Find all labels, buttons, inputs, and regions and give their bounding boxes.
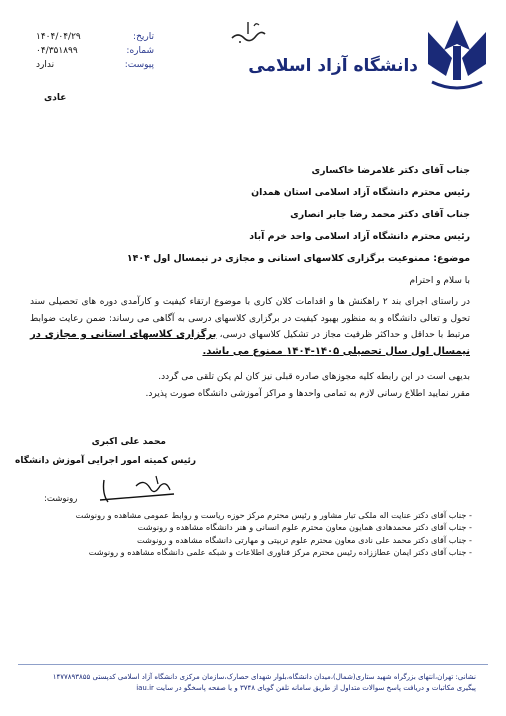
- number-row: [36, 44, 154, 58]
- recipient-line: رئیس محترم دانشگاه آزاد اسلامی استان همدان: [251, 187, 470, 198]
- handwritten-signature-icon: [96, 472, 186, 508]
- university-logo-icon: [422, 14, 492, 100]
- classification: عادی: [44, 93, 67, 103]
- letter-meta: [36, 30, 154, 72]
- body-paragraph: [30, 294, 470, 360]
- attachment-value: ندارد: [36, 60, 55, 70]
- cc-item: - جناب آقای دکتر ایمان عطاززاده رئیس محترم مرکز فناوری اطلاعات و شبکه علمی دانشگاه مشاهده و رونوشت: [88, 547, 472, 558]
- body-note: بدیهی است در این رابطه کلیه مجوزهای صادره قبلی نیز کان لم یکن تلقی می گردد.: [158, 372, 470, 382]
- footer-address: نشانی: تهران،انتهای بزرگراه شهید ستاری(شمال)،میدان دانشگاه،بلوار شهدای حصارک،سازمان مرکزی دانشگاه آزاد اسلامی کدپستی ۱۴۷۷۸۹۳۸۵۵: [52, 673, 476, 681]
- body-paragraph-text: در راستای اجرای بند ۲ راهکنش ها و اقدامات کلان کاری با موضوع ارتقاء کیفیت و کارآمدی دوره های تحصیلی سند تحول و تعالی دانشگاه و به منظور بهبود کیفیت در برگزاری کلاسهای درسی به آگاهی می رساند: ضمن رعایت ضوابط مرتبط با حداقل و حداکثر ظرفیت مجاز در تشکیل کلاسهای درسی،: [30, 297, 470, 340]
- date-value: ۱۴۰۴/۰۴/۲۹: [36, 32, 81, 42]
- bismillah-calligraphy-icon: [228, 18, 268, 46]
- signer-name: محمد علی اکبری: [91, 437, 166, 447]
- body-paragraph-emphasis: برگزاری کلاسهای استانی و مجازی در نیمسال اول سال تحصیلی ۱۴۰۵-۱۴۰۴ ممنوع می باشد.: [30, 329, 470, 357]
- recipient-line: رئیس محترم دانشگاه آزاد اسلامی واحد خرم آباد: [249, 231, 470, 242]
- number-value: ۰۴/۳۵۱۸۹۹: [36, 46, 78, 56]
- cc-item: - جناب آقای دکتر محمدهادی همایون معاون محترم علوم انسانی و هنر دانشگاه مشاهده و رونوشت: [137, 522, 472, 533]
- cc-item: - جناب آقای دکتر محمد علی نادی معاون محترم علوم تربیتی و مهارتی دانشگاه مشاهده و رونوشت: [137, 534, 472, 545]
- date-label: تاریخ:: [133, 32, 154, 42]
- footer-divider: [18, 664, 488, 665]
- subject-line: موضوع: ممنوعیت برگزاری کلاسهای استانی و مجازی در نیمسال اول ۱۴۰۴: [126, 253, 470, 264]
- date-row: [36, 30, 154, 44]
- university-name: دانشگاه آزاد اسلامی: [248, 56, 418, 76]
- recipient-line: جناب آقای دکتر غلامرضا خاکساری: [311, 165, 470, 176]
- cc-title: رونوشت:: [44, 494, 78, 504]
- body-instruction: مقرر نمایید اطلاع رسانی لازم به تمامی واحدها و مراکز آموزشی دانشگاه صورت پذیرد.: [145, 389, 470, 399]
- cc-list: [32, 509, 472, 559]
- attachment-row: [36, 58, 154, 72]
- number-label: شماره:: [126, 46, 154, 56]
- greeting: با سلام و احترام: [409, 276, 470, 286]
- recipients-block: [30, 160, 470, 270]
- footer-contact: پیگیری مکاتبات و دریافت پاسخ سوالات متداول از طریق سامانه تلفن گویای ۳۷۴۸ و یا صفحه پاسخگو در سایت iau.ir: [136, 684, 476, 692]
- recipient-line: جناب آقای دکتر محمد رضا جابر انصاری: [290, 209, 470, 220]
- attachment-label: پیوست:: [124, 60, 154, 70]
- footer: [30, 672, 476, 694]
- cc-item: - جناب آقای دکتر عنایت اله ملکی تبار مشاور و رئیس محترم مرکز حوزه ریاست و روابط عمومی مشاهده و رونوشت: [75, 510, 472, 520]
- signer-title: رئیس کمیته امور اجرایی آموزش دانشگاه: [15, 456, 196, 466]
